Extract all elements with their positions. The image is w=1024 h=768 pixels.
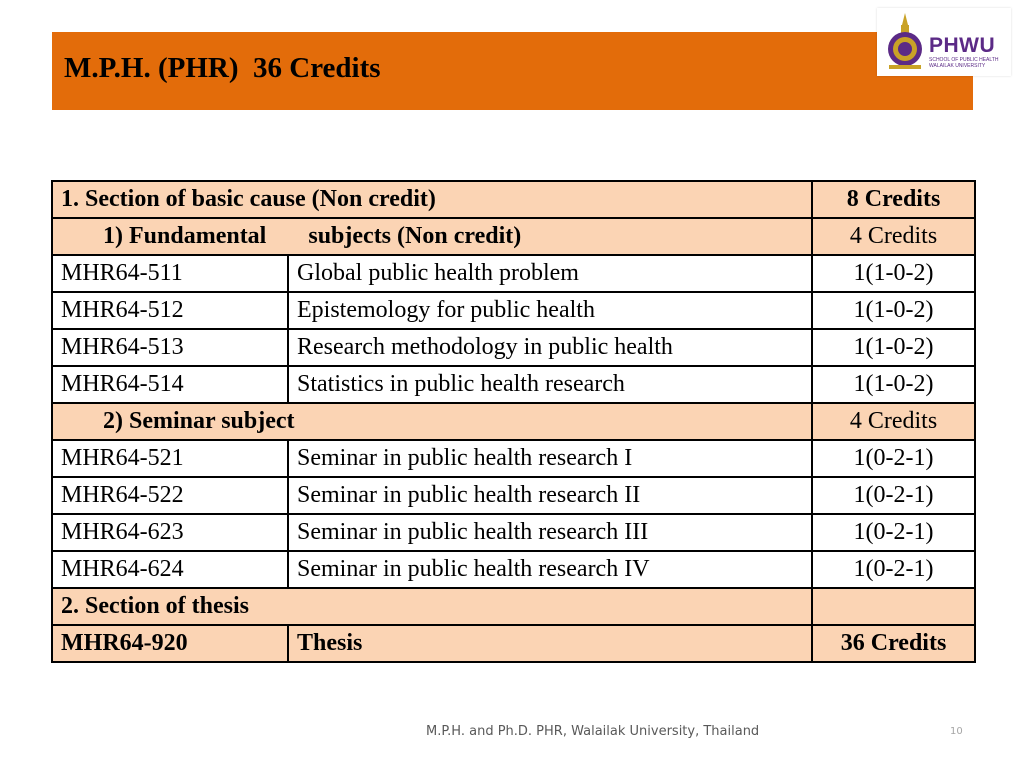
course-title: Statistics in public health research — [288, 366, 812, 403]
curriculum-table — [51, 180, 976, 663]
course-code: MHR64-623 — [52, 514, 288, 551]
table-row — [52, 440, 975, 477]
course-credits: 36 Credits — [812, 625, 975, 662]
course-title: Epistemology for public health — [288, 292, 812, 329]
course-credits: 1(1-0-2) — [812, 329, 975, 366]
course-code: MHR64-624 — [52, 551, 288, 588]
course-title: Seminar in public health research II — [288, 477, 812, 514]
group-row — [52, 403, 975, 440]
course-credits: 1(0-2-1) — [812, 514, 975, 551]
course-code: MHR64-513 — [52, 329, 288, 366]
section-label: 1. Section of basic cause (Non credit) — [52, 181, 812, 218]
table-row — [52, 292, 975, 329]
course-code: MHR64-514 — [52, 366, 288, 403]
course-credits: 1(1-0-2) — [812, 366, 975, 403]
slide-title: M.P.H. (PHR) 36 Credits — [64, 52, 381, 84]
title-bar — [52, 32, 973, 110]
group-credits: 4 Credits — [812, 403, 975, 440]
course-title: Research methodology in public health — [288, 329, 812, 366]
table-row — [52, 255, 975, 292]
course-title: Seminar in public health research I — [288, 440, 812, 477]
course-credits: 1(0-2-1) — [812, 477, 975, 514]
course-credits: 1(1-0-2) — [812, 255, 975, 292]
page-number: 10 — [950, 726, 963, 737]
course-code: MHR64-511 — [52, 255, 288, 292]
table-row — [52, 477, 975, 514]
section-label: 2. Section of thesis — [52, 588, 812, 625]
footer-text: M.P.H. and Ph.D. PHR, Walailak University, Thailand — [426, 724, 760, 739]
course-code: MHR64-521 — [52, 440, 288, 477]
course-code: MHR64-522 — [52, 477, 288, 514]
group-credits: 4 Credits — [812, 218, 975, 255]
course-credits: 1(0-2-1) — [812, 551, 975, 588]
thesis-row — [52, 625, 975, 662]
group-row — [52, 218, 975, 255]
group-label: 1) Fundamental subjects (Non credit) — [52, 218, 812, 255]
table-row — [52, 329, 975, 366]
course-title: Seminar in public health research III — [288, 514, 812, 551]
logo-subtitle: SCHOOL OF PUBLIC HEALTH WALAILAK UNIVERSITY — [929, 57, 999, 69]
course-credits: 1(0-2-1) — [812, 440, 975, 477]
section-credits — [812, 588, 975, 625]
course-title: Seminar in public health research IV — [288, 551, 812, 588]
table-row — [52, 551, 975, 588]
course-credits: 1(1-0-2) — [812, 292, 975, 329]
course-title: Thesis — [288, 625, 812, 662]
section-row — [52, 181, 975, 218]
course-code: MHR64-920 — [52, 625, 288, 662]
table-row — [52, 366, 975, 403]
table-row — [52, 514, 975, 551]
phwu-logo — [877, 8, 1011, 76]
course-title: Global public health problem — [288, 255, 812, 292]
section-row — [52, 588, 975, 625]
course-code: MHR64-512 — [52, 292, 288, 329]
university-emblem-icon — [883, 11, 927, 73]
logo-name: PHWU — [929, 34, 996, 57]
group-label: 2) Seminar subject — [52, 403, 812, 440]
section-credits: 8 Credits — [812, 181, 975, 218]
